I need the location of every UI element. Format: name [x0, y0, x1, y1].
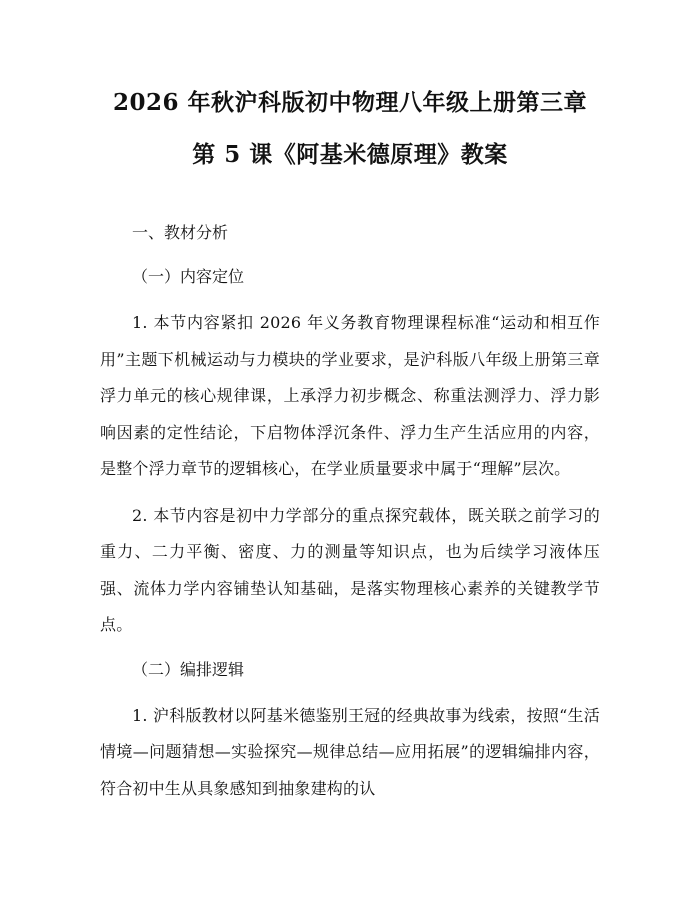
paragraph-3: 1. 沪科版教材以阿基米德鉴别王冠的经典故事为线索，按照“生活情境—问题猜想—实验探究—规律总结—应用拓展”的逻辑编排内容，符合初中生从具象感知到抽象建构的认	[100, 705, 600, 798]
paragraph-2: 2. 本节内容是初中力学部分的重点探究载体，既关联之前学习的重力、二力平衡、密度、力的测量等知识点，也为后续学习液体压强、流体力学内容铺垫认知基础，是落实物理核心素养的关键教学节点。	[100, 505, 600, 634]
document-title-line-1: 2026 年秋沪科版初中物理八年级上册第三章	[112, 89, 588, 116]
subsection-heading-content-position: （一）内容定位	[132, 267, 245, 286]
document-title-line-2: 第 5 课《阿基米德原理》教案	[192, 141, 508, 168]
section-heading-textbook-analysis: 一、教材分析	[132, 223, 229, 242]
paragraph-1: 1. 本节内容紧扣 2026 年义务教育物理课程标准“运动和相互作用”主题下机械运动与力模块的学业要求，是沪科版八年级上册第三章浮力单元的核心规律课，上承浮力初步概念、称重法测浮力、浮力影响因素的定性结论，下启物体浮沉条件、浮力生产生活应用的内容，是整个浮力章节的逻辑核心，在学业质量要求中属于“理解”层次。	[100, 313, 600, 478]
subsection-heading-arrangement-logic: （二）编排逻辑	[132, 659, 245, 679]
